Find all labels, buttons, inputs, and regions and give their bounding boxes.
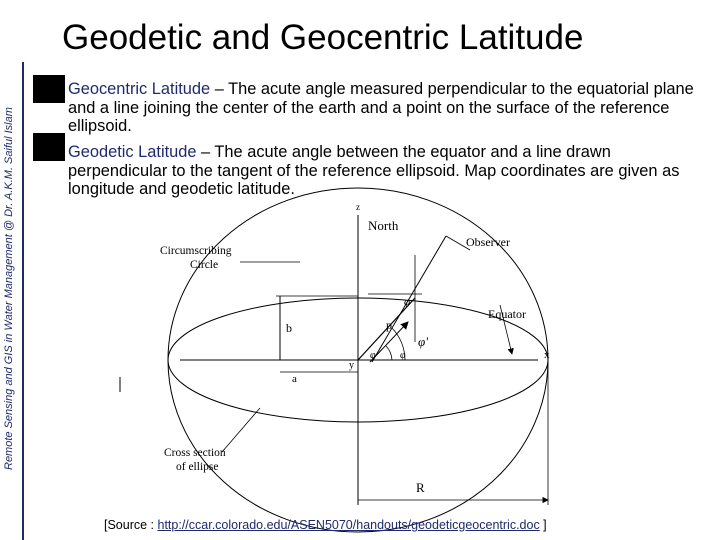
cross-section-leader (222, 408, 260, 452)
sidebar-course-text: Remote Sensing and GIS in Water Management @ Dr. A.K.M. Saiful Islam (3, 107, 15, 470)
phi-inner-label: φ (370, 350, 376, 361)
r-label: R (416, 480, 425, 495)
phi-prime-label: φ' (418, 334, 428, 349)
b-label: b (286, 321, 292, 335)
of-ellipse-label: of ellipse (176, 461, 219, 473)
x-axis-label: x (544, 349, 550, 361)
phi-label: φ (400, 350, 406, 361)
text-geodetic: – The acute angle between the equator and a line drawn perpendicular to the tangent of the reference ellipsoid. Map coordinates are given as longitude and geodetic latitude. (68, 143, 680, 198)
phi-arc (386, 346, 392, 360)
term-geodetic: Geodetic Latitude (68, 143, 197, 161)
observer-label: Observer (466, 235, 510, 249)
circumscribing-label: Circumscribing (160, 245, 232, 257)
p-vector-label: p (386, 318, 392, 332)
term-geocentric: Geocentric Latitude (68, 80, 211, 98)
y-axis-label: y (349, 360, 354, 371)
a-label: a (292, 373, 297, 385)
text-geocentric: – The acute angle measured perpendicular to the equatorial plane and a line joining the center of the earth and a point on the surface of the reference ellipsoid. (68, 80, 694, 135)
cross-section-label: Cross section (164, 447, 226, 459)
source-suffix: ] (539, 518, 547, 532)
north-label: North (368, 218, 399, 233)
z-axis-label: z (356, 202, 360, 212)
equator-label: Equator (488, 307, 526, 321)
circle-label: Circle (190, 259, 219, 271)
tangent-phi-label: φ (404, 296, 411, 308)
source-citation (104, 518, 547, 532)
source-link[interactable]: http://ccar.colorado.edu/ASEN5070/handouts/geodeticgeocentric.doc (157, 518, 540, 532)
source-prefix: [Source : (104, 518, 158, 532)
slide-title: Geodetic and Geocentric Latitude (62, 18, 584, 57)
